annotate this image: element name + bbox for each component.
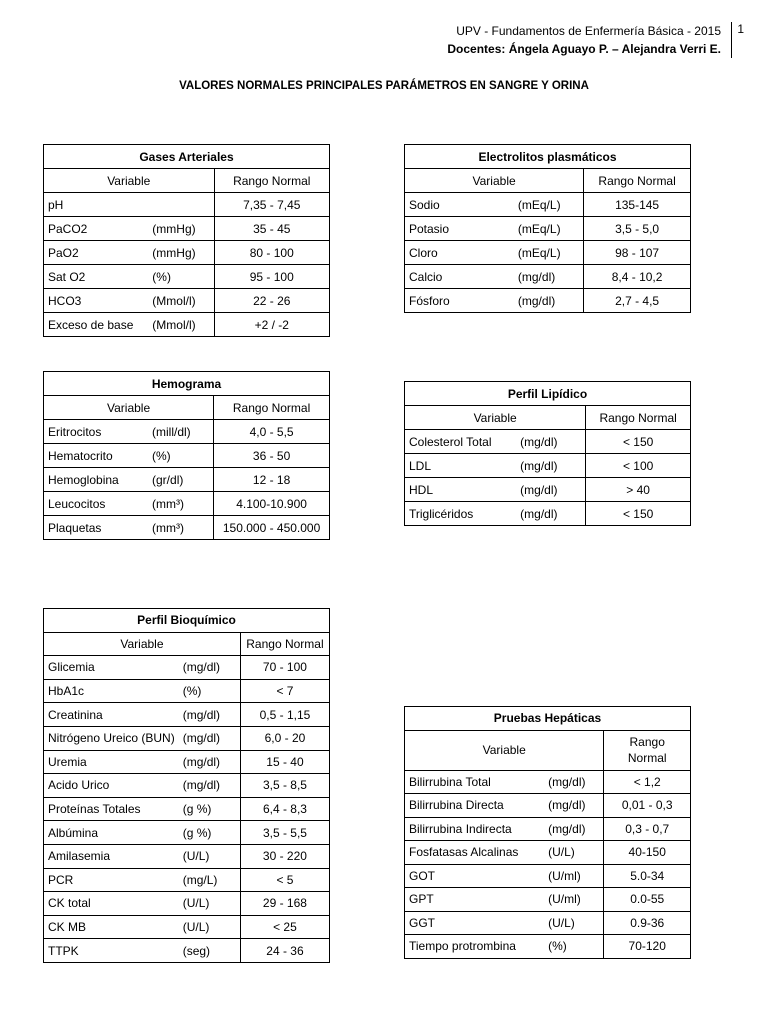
document-title: VALORES NORMALES PRINCIPALES PARÁMETROS EN SANGRE Y ORINA (179, 80, 589, 92)
table-row (405, 217, 691, 241)
parameter-range: 98 - 107 (584, 241, 691, 265)
page-number: 1 (737, 22, 744, 36)
parameter-range: 2,7 - 4,5 (584, 289, 691, 313)
parameter-unit: (mg/dl) (179, 656, 241, 680)
parameter-unit: (%) (148, 444, 214, 468)
parameter-name: Bilirrubina Directa (405, 794, 545, 818)
table-row (44, 844, 330, 868)
parameter-name: GOT (405, 864, 545, 888)
header-range-line2: Normal (627, 751, 667, 765)
header-range: Rango Normal (240, 632, 329, 656)
parameter-name: CK total (44, 892, 179, 916)
parameter-range: < 150 (586, 430, 691, 454)
table-caption: Gases Arteriales (44, 145, 330, 169)
parameter-unit: (U/ml) (544, 888, 604, 912)
header-variable: Variable (405, 730, 604, 770)
parameter-unit: (mmHg) (148, 241, 214, 265)
parameter-unit: (U/L) (179, 915, 241, 939)
parameter-range: 5.0-34 (604, 864, 691, 888)
parameter-unit: (mEq/L) (514, 193, 584, 217)
parameter-name: Cloro (405, 241, 514, 265)
table-row (405, 193, 691, 217)
parameter-name: Acido Urico (44, 774, 179, 798)
table-row (44, 420, 330, 444)
parameter-unit: (%) (544, 935, 604, 959)
parameter-name: Potasio (405, 217, 514, 241)
table-row (405, 502, 691, 526)
table-row (44, 492, 330, 516)
table-row (44, 265, 330, 289)
parameter-name: Nitrógeno Ureico (BUN) (44, 726, 179, 750)
parameter-name: Triglicéridos (405, 502, 517, 526)
table-pruebas-hepaticas (404, 706, 691, 959)
table-row (44, 726, 330, 750)
parameter-range: 0.9-36 (604, 911, 691, 935)
parameter-name: Creatinina (44, 703, 179, 727)
parameter-unit: (%) (179, 679, 241, 703)
table-row (405, 454, 691, 478)
parameter-unit: (mg/dl) (514, 265, 584, 289)
parameter-name: Hematocrito (44, 444, 149, 468)
table-row (44, 217, 330, 241)
table-row (405, 864, 691, 888)
header-teachers: Docentes: Ángela Aguayo P. – Alejandra Verri E. (447, 42, 721, 56)
parameter-name: GGT (405, 911, 545, 935)
table-row (44, 313, 330, 337)
parameter-name: HCO3 (44, 289, 149, 313)
parameter-unit: (mEq/L) (514, 217, 584, 241)
parameter-name: Calcio (405, 265, 514, 289)
parameter-name: CK MB (44, 915, 179, 939)
parameter-unit: (U/L) (544, 841, 604, 865)
parameter-range: 4,0 - 5,5 (214, 420, 330, 444)
parameter-name: pH (44, 193, 149, 217)
parameter-unit: (g %) (179, 797, 241, 821)
parameter-name: Sodio (405, 193, 514, 217)
parameter-range: 15 - 40 (240, 750, 329, 774)
table-hemograma (43, 371, 330, 540)
table-row (44, 444, 330, 468)
table-row (44, 289, 330, 313)
parameter-unit: (mg/dl) (179, 726, 241, 750)
parameter-unit: (mg/dl) (514, 289, 584, 313)
table-row (405, 841, 691, 865)
table-row (44, 821, 330, 845)
parameter-unit: (mEq/L) (514, 241, 584, 265)
table-caption: Perfil Lipídico (405, 382, 691, 406)
parameter-name: Sat O2 (44, 265, 149, 289)
table-row (44, 797, 330, 821)
table-row (405, 888, 691, 912)
parameter-unit (148, 193, 214, 217)
parameter-range: 3,5 - 8,5 (240, 774, 329, 798)
parameter-name: TTPK (44, 939, 179, 963)
header-range: Rango Normal (214, 396, 330, 420)
parameter-name: Plaquetas (44, 516, 149, 540)
parameter-name: Bilirrubina Indirecta (405, 817, 545, 841)
parameter-range: 30 - 220 (240, 844, 329, 868)
table-electrolitos (404, 144, 691, 313)
parameter-name: LDL (405, 454, 517, 478)
parameter-name: Uremia (44, 750, 179, 774)
table-row (44, 241, 330, 265)
page-header (447, 22, 732, 58)
parameter-range: 4.100-10.900 (214, 492, 330, 516)
parameter-name: Glicemia (44, 656, 179, 680)
parameter-range: 29 - 168 (240, 892, 329, 916)
parameter-range: 35 - 45 (214, 217, 329, 241)
header-variable: Variable (44, 396, 214, 420)
table-row (44, 868, 330, 892)
parameter-range: < 150 (586, 502, 691, 526)
header-variable: Variable (405, 406, 586, 430)
parameter-name: PaO2 (44, 241, 149, 265)
parameter-name: Proteínas Totales (44, 797, 179, 821)
parameter-unit: (gr/dl) (148, 468, 214, 492)
parameter-unit: (mg/dl) (516, 454, 586, 478)
table-row (44, 679, 330, 703)
parameter-unit: (Mmol/l) (148, 313, 214, 337)
table-row (405, 241, 691, 265)
header-range: Rango Normal (584, 169, 691, 193)
parameter-unit: (U/ml) (544, 864, 604, 888)
parameter-unit: (mg/dl) (516, 502, 586, 526)
parameter-name: GPT (405, 888, 545, 912)
parameter-range: 0.0-55 (604, 888, 691, 912)
header-range: Rango Normal (586, 406, 691, 430)
parameter-name: PaCO2 (44, 217, 149, 241)
table-row (44, 656, 330, 680)
table-row (44, 468, 330, 492)
parameter-unit: (U/L) (544, 911, 604, 935)
parameter-range: 0,5 - 1,15 (240, 703, 329, 727)
table-row (405, 935, 691, 959)
header-variable: Variable (405, 169, 584, 193)
table-caption: Pruebas Hepáticas (405, 707, 691, 731)
parameter-unit: (Mmol/l) (148, 289, 214, 313)
parameter-unit: (mm³) (148, 492, 214, 516)
parameter-range: 6,0 - 20 (240, 726, 329, 750)
table-row (44, 193, 330, 217)
parameter-range: < 25 (240, 915, 329, 939)
parameter-unit: (mg/dl) (179, 750, 241, 774)
table-row (405, 430, 691, 454)
table-caption: Electrolitos plasmáticos (405, 145, 691, 169)
parameter-range: < 5 (240, 868, 329, 892)
table-row (44, 750, 330, 774)
parameter-unit: (mmHg) (148, 217, 214, 241)
parameter-range: 40-150 (604, 841, 691, 865)
parameter-name: Fosfatasas Alcalinas (405, 841, 545, 865)
parameter-range: 135-145 (584, 193, 691, 217)
parameter-range: 70 - 100 (240, 656, 329, 680)
parameter-unit: (mm³) (148, 516, 214, 540)
table-gases-arteriales (43, 144, 330, 337)
parameter-unit: (mg/dl) (179, 774, 241, 798)
parameter-name: Leucocitos (44, 492, 149, 516)
parameter-name: Fósforo (405, 289, 514, 313)
parameter-unit: (mg/L) (179, 868, 241, 892)
parameter-range: 12 - 18 (214, 468, 330, 492)
parameter-unit: (U/L) (179, 892, 241, 916)
parameter-unit: (mg/dl) (544, 770, 604, 794)
parameter-range: 3,5 - 5,0 (584, 217, 691, 241)
parameter-name: Albúmina (44, 821, 179, 845)
parameter-name: Tiempo protrombina (405, 935, 545, 959)
table-row (44, 892, 330, 916)
parameter-range: +2 / -2 (214, 313, 329, 337)
parameter-unit: (mg/dl) (516, 430, 586, 454)
header-range: Rango Normal (214, 169, 329, 193)
parameter-unit: (seg) (179, 939, 241, 963)
parameter-range: 8,4 - 10,2 (584, 265, 691, 289)
parameter-range: 80 - 100 (214, 241, 329, 265)
parameter-range: 3,5 - 5,5 (240, 821, 329, 845)
parameter-name: Amilasemia (44, 844, 179, 868)
header-range (604, 730, 691, 770)
parameter-unit: (mg/dl) (544, 794, 604, 818)
parameter-name: HDL (405, 478, 517, 502)
parameter-range: 36 - 50 (214, 444, 330, 468)
table-row (44, 703, 330, 727)
header-range-line1: Rango (629, 735, 665, 749)
parameter-range: 24 - 36 (240, 939, 329, 963)
parameter-range: < 100 (586, 454, 691, 478)
table-row (405, 478, 691, 502)
table-row (405, 265, 691, 289)
parameter-unit: (mg/dl) (516, 478, 586, 502)
header-variable: Variable (44, 169, 215, 193)
parameter-unit: (U/L) (179, 844, 241, 868)
table-caption: Hemograma (44, 372, 330, 396)
parameter-range: 22 - 26 (214, 289, 329, 313)
parameter-unit: (%) (148, 265, 214, 289)
parameter-range: > 40 (586, 478, 691, 502)
table-row (44, 774, 330, 798)
parameter-range: < 7 (240, 679, 329, 703)
parameter-name: Eritrocitos (44, 420, 149, 444)
parameter-name: Hemoglobina (44, 468, 149, 492)
table-caption: Perfil Bioquímico (44, 609, 330, 633)
parameter-name: Colesterol Total (405, 430, 517, 454)
parameter-name: Bilirrubina Total (405, 770, 545, 794)
parameter-range: 7,35 - 7,45 (214, 193, 329, 217)
parameter-name: HbA1c (44, 679, 179, 703)
parameter-range: < 1,2 (604, 770, 691, 794)
table-row (44, 939, 330, 963)
parameter-range: 0,01 - 0,3 (604, 794, 691, 818)
parameter-range: 150.000 - 450.000 (214, 516, 330, 540)
header-course: UPV - Fundamentos de Enfermería Básica - 2015 (456, 24, 721, 38)
table-row (44, 915, 330, 939)
parameter-range: 95 - 100 (214, 265, 329, 289)
parameter-name: PCR (44, 868, 179, 892)
table-perfil-bioquimico (43, 608, 330, 963)
table-perfil-lipidico (404, 381, 691, 526)
parameter-range: 6,4 - 8,3 (240, 797, 329, 821)
parameter-name: Exceso de base (44, 313, 149, 337)
parameter-range: 70-120 (604, 935, 691, 959)
table-row (405, 770, 691, 794)
parameter-unit: (g %) (179, 821, 241, 845)
table-row (44, 516, 330, 540)
parameter-unit: (mg/dl) (544, 817, 604, 841)
parameter-unit: (mg/dl) (179, 703, 241, 727)
header-variable: Variable (44, 632, 241, 656)
table-row (405, 817, 691, 841)
table-row (405, 289, 691, 313)
table-row (405, 794, 691, 818)
parameter-range: 0,3 - 0,7 (604, 817, 691, 841)
parameter-unit: (mill/dl) (148, 420, 214, 444)
table-row (405, 911, 691, 935)
